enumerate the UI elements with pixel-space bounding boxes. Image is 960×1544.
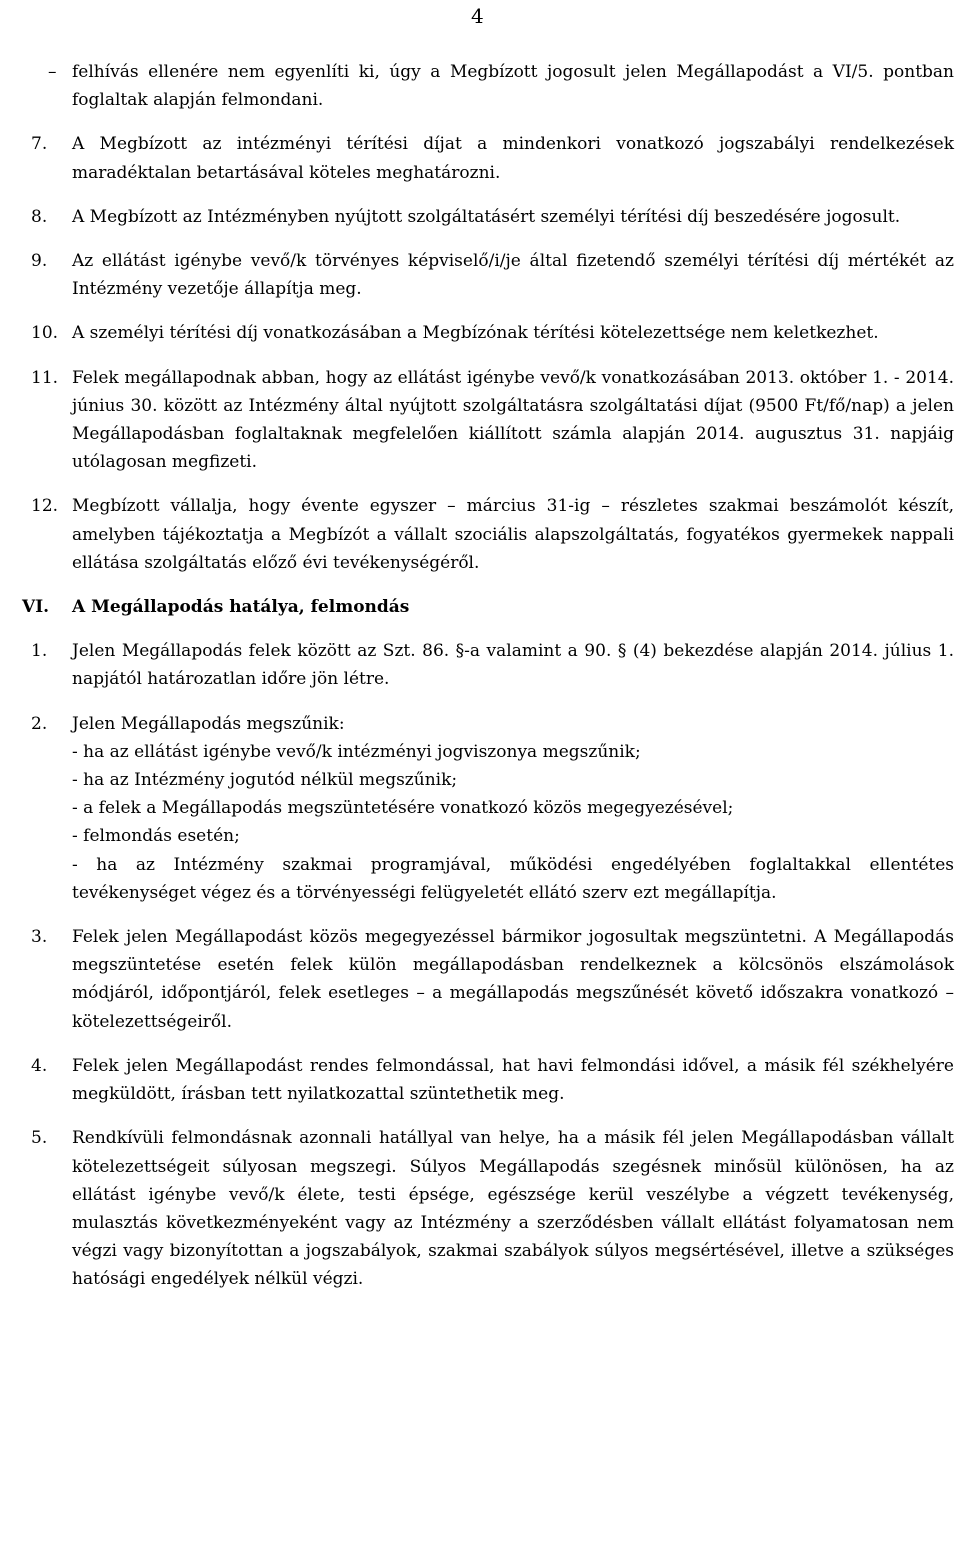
section-item-3: [31, 923, 954, 1036]
item-text: Felek jelen Megállapodást rendes felmondással, hat havi felmondási idővel, a másik fél székhelyére megküldött, írásban tett nyilatkozattal szüntethetik meg.: [72, 1055, 954, 1105]
section-item-4: [31, 1052, 954, 1108]
section-title: A Megállapodás hatálya, felmondás: [72, 597, 410, 618]
termination-condition: - felmondás esetén;: [72, 826, 240, 847]
list-item-12: [31, 492, 954, 577]
item-intro: Jelen Megállapodás megszűnik:: [72, 713, 345, 734]
document-body: [22, 58, 954, 1310]
item-text: Felek jelen Megállapodást közös megegyezéssel bármikor jogosultak megszüntetni. A Megállapodás megszüntetése esetén felek külön megállapodásban rendelkeznek a kölcsönös elszámolások módjáról, időpontjáról, felek esetleges – a megállapodás megszűnését követő időszakra vonatkozó – kötelezettségeiről.: [72, 927, 954, 1032]
dash-bullet: –: [48, 62, 57, 82]
section-item-2: [31, 710, 954, 907]
list-item-8: [31, 203, 954, 231]
list-item-10: [31, 319, 954, 347]
item-number: 11.: [31, 367, 59, 388]
item-text: Jelen Megállapodás felek között az Szt. 86. §-a valamint a 90. § (4) bekezdése alapján 2014. július 1. napjától határozatlan időre jön létre.: [72, 641, 954, 690]
item-number: 1.: [31, 641, 48, 662]
list-item-9: [31, 247, 954, 303]
termination-condition: - ha az ellátást igénybe vevő/k intézményi jogviszonya megszűnik;: [72, 741, 641, 762]
item-number: 10.: [31, 323, 59, 344]
item-number: 7.: [31, 134, 48, 155]
termination-condition: - a felek a Megállapodás megszüntetésére vonatkozó közös megegyezésével;: [72, 798, 734, 819]
item-text: Felek megállapodnak abban, hogy az ellátást igénybe vevő/k vonatkozásában 2013. október 1. - 2014. június 30. között az Intézmény által nyújtott szolgáltatásra szolgáltatási díjat (9500 Ft/fő/nap) a jelen Megállapodásban foglaltaknak megfelelően kiállított számla alapján 2014. augusztus 31. napjáig utólagosan megfizeti.: [72, 367, 954, 473]
item-text: A Megbízott az intézményi térítési díjat a mindenkori vonatkozó jogszabályi rendelkezések maradéktalan betartásával köteles meghatározni.: [72, 134, 954, 183]
section-item-1: [31, 637, 954, 693]
page-number: 4: [471, 4, 484, 28]
termination-condition: - ha az Intézmény jogutód nélkül megszűnik;: [72, 770, 458, 791]
item-number: 4.: [31, 1055, 48, 1076]
item-number: 3.: [31, 927, 48, 948]
section-number: VI.: [22, 597, 50, 618]
item-text: Megbízott vállalja, hogy évente egyszer – március 31-ig – részletes szakmai beszámolót készít, amelyben tájékoztatja a Megbízót a vállalt szociális alapszolgáltatás, fogyatékos gyermekek nappali ellátása szolgáltatás előző évi tevékenységéről.: [72, 496, 954, 573]
item-text: Az ellátást igénybe vevő/k törvényes képviselő/i/je által fizetendő személyi térítési díj mértékét az Intézmény vezetője állapítja meg.: [72, 251, 954, 300]
list-item-11: [31, 364, 954, 477]
termination-condition: - ha az Intézmény szakmai programjával, működési engedélyében foglaltakkal ellentétes tevékenységet végez és a törvényességi felügyeletét ellátó szerv ezt megállapítja.: [72, 854, 954, 903]
item-text: A személyi térítési díj vonatkozásában a Megbízónak térítési kötelezettsége nem keletkezhet.: [72, 323, 879, 344]
item-number: 8.: [31, 206, 48, 227]
item-number: 9.: [31, 251, 48, 272]
intro-text: felhívás ellenére nem egyenlíti ki, úgy a Megbízott jogosult jelen Megállapodást a VI/5. pontban foglaltak alapján felmondani.: [72, 62, 954, 111]
list-item-7: [31, 130, 954, 186]
item-number: 12.: [31, 496, 59, 517]
intro-paragraph: [48, 58, 954, 114]
item-text: A Megbízott az Intézményben nyújtott szolgáltatásért személyi térítési díj beszedésére jogosult.: [72, 206, 901, 227]
item-text: Rendkívüli felmondásnak azonnali hatállyal van helye, ha a másik fél jelen Megállapodásban vállalt kötelezettségeit súlyosan megszegi. Súlyos Megállapodás szegésnek minősül különösen, ha az ellátást igénybe vevő/k élete, testi épsége, egészsége kerül veszélybe a végzett tevékenység, mulasztás következményeként vagy az Intézmény a szerződésben vállalt ellátást folyamatosan nem végzi vagy bizonyítottan a jogszabályok, szakmai szabályok súlyos megsértésével, illetve a szükséges hatósági engedélyek nélkül végzi.: [72, 1128, 954, 1290]
item-number: 2.: [31, 713, 48, 734]
section-item-5: [31, 1124, 954, 1293]
section-heading: [22, 593, 954, 621]
item-number: 5.: [31, 1128, 48, 1149]
